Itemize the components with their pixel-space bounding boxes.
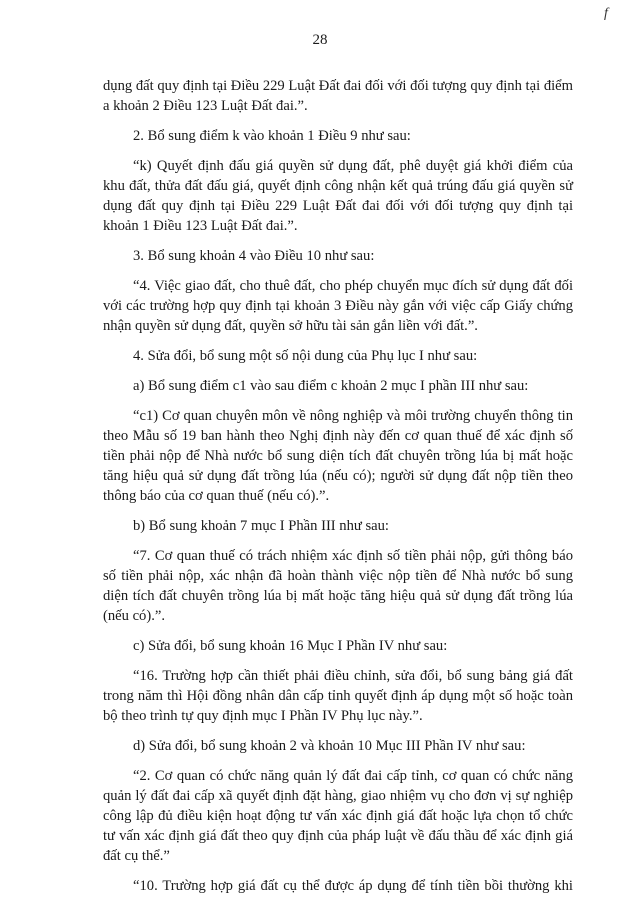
- paragraph-quote-c1: “c1) Cơ quan chuyên môn về nông nghiệp và môi trường chuyển thông tin theo Mẫu số 19 ban hành theo Nghị định này đến cơ quan thuế để xác định số tiền phải nộp để Nhà nước bổ sung diện tích đất chuyên trồng lúa bị mất hoặc tăng hiệu quả sử dụng đất trồng lúa (nếu có); người sử dụng đất nộp tiền theo thông báo của cơ quan thuế (nếu có).”.: [103, 408, 573, 504]
- paragraph-quote-4: “4. Việc giao đất, cho thuê đất, cho phép chuyển mục đích sử dụng đất đối với các trường hợp quy định tại khoản 3 Điều này gắn với việc cấp Giấy chứng nhận quyền sử dụng đất, quyền sở hữu tài sản gắn liền với đất.”.: [103, 278, 573, 334]
- paragraph-item-c: c) Sửa đổi, bổ sung khoản 16 Mục I Phần IV như sau:: [133, 638, 448, 654]
- page-number: 28: [312, 32, 328, 48]
- paragraph-quote-7: “7. Cơ quan thuế có trách nhiệm xác định số tiền phải nộp, gửi thông báo số tiền phải nộp, xác nhận đã hoàn thành việc nộp tiền để Nhà nước bổ sung diện tích đất chuyên trồng lúa bị mất hoặc tăng hiệu quả sử dụng đất trồng lúa (nếu có).”.: [103, 548, 573, 624]
- paragraph-quote-k: “k) Quyết định đấu giá quyền sử dụng đất, phê duyệt giá khởi điểm của khu đất, thửa đất đấu giá, quyết định công nhận kết quả trúng đấu giá quyền sử dụng đất quy định tại Điều 229 Luật Đất đai đối với đối tượng quy định tại khoản 1 Điều 123 Luật Đất đai.”.: [103, 158, 573, 234]
- paragraph-item-d: d) Sửa đổi, bổ sung khoản 2 và khoản 10 Mục III Phần IV như sau:: [133, 738, 526, 754]
- corner-mark: f: [604, 6, 608, 21]
- paragraph-item-4: 4. Sửa đổi, bổ sung một số nội dung của Phụ lục I như sau:: [133, 348, 478, 364]
- paragraph-quote-2: “2. Cơ quan có chức năng quản lý đất đai cấp tỉnh, cơ quan có chức năng quản lý đất đai cấp xã quyết định đặt hàng, giao nhiệm vụ cho đơn vị sự nghiệp công lập đủ điều kiện hoạt động tư vấn xác định giá đất hoặc lựa chọn tổ chức tư vấn xác định giá đất theo quy định của pháp luật về đấu thầu để xác định giá đất cụ thể.”: [103, 768, 573, 864]
- paragraph-quote-10: “10. Trường hợp giá đất cụ thể được áp dụng để tính tiền bồi thường khi: [133, 878, 573, 894]
- paragraph-quote-16: “16. Trường hợp cần thiết phải điều chỉnh, sửa đổi, bổ sung bảng giá đất trong năm thì Hội đồng nhân dân cấp tỉnh quyết định áp dụng một số hoặc toàn bộ theo trình tự quy định mục I Phần IV Phụ lục này.”.: [103, 668, 573, 724]
- document-body: [103, 76, 573, 906]
- paragraph-item-2: 2. Bổ sung điểm k vào khoản 1 Điều 9 như sau:: [133, 128, 411, 144]
- paragraph-item-a: a) Bổ sung điểm c1 vào sau điểm c khoản 2 mục I phần III như sau:: [133, 378, 529, 394]
- paragraph-item-b: b) Bổ sung khoản 7 mục I Phần III như sau:: [133, 518, 389, 534]
- paragraph-continuation: dụng đất quy định tại Điều 229 Luật Đất đai đối với đối tượng quy định tại điểm a khoản 2 Điều 123 Luật Đất đai.”.: [103, 78, 573, 114]
- paragraph-item-3: 3. Bổ sung khoản 4 vào Điều 10 như sau:: [133, 248, 375, 264]
